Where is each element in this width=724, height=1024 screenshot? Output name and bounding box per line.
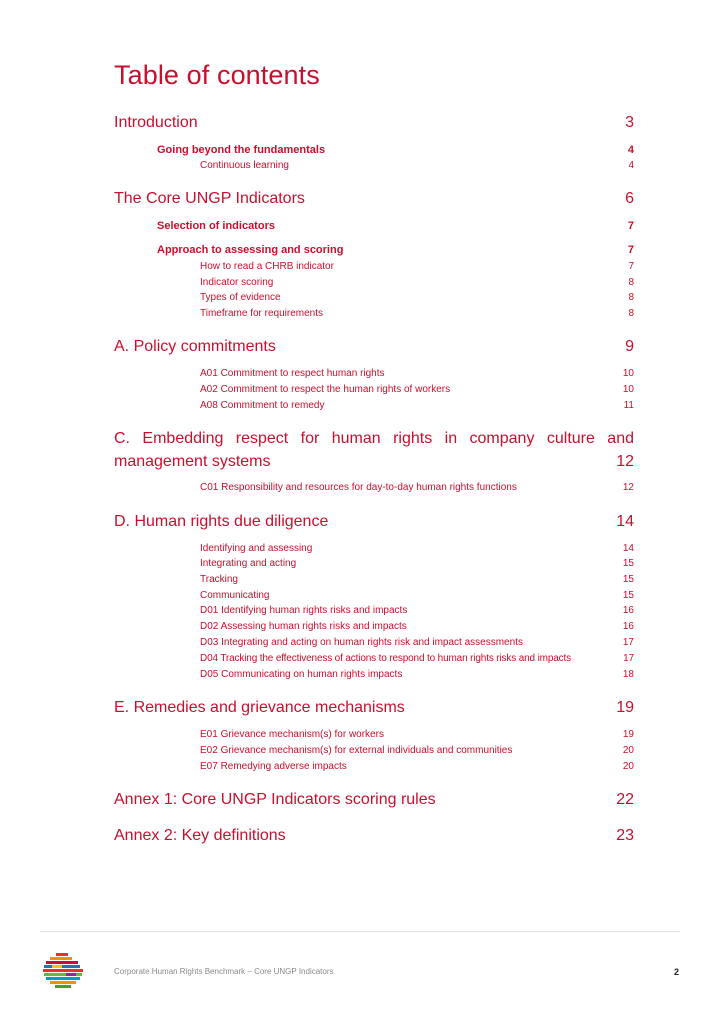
page-title: Table of contents <box>114 60 320 90</box>
toc-entry-label: A01 Commitment to respect human rights <box>200 368 385 379</box>
toc-entry-page: 15 <box>622 574 634 585</box>
toc-entry-page: 22 <box>616 791 634 808</box>
toc-entry-page: 7 <box>627 244 634 256</box>
toc-entry-label: Annex 1: Core UNGP Indicators scoring rules <box>114 791 436 808</box>
toc-entry-selection[interactable] <box>157 220 634 232</box>
toc-entry-types-evidence[interactable] <box>200 292 634 303</box>
toc-entry-label: E07 Remedying adverse impacts <box>200 761 347 772</box>
toc-entry-page: 14 <box>622 543 634 554</box>
toc-entry-introduction[interactable] <box>114 114 634 132</box>
toc-entry-tracking[interactable] <box>200 574 634 585</box>
toc-entry-page: 17 <box>623 653 634 664</box>
toc-entry-c01[interactable] <box>200 482 634 493</box>
toc-entry-label: A08 Commitment to remedy <box>200 400 325 411</box>
toc-entry-core-ungp[interactable] <box>114 190 634 208</box>
toc-entry-page: 8 <box>628 292 634 303</box>
toc-entry-page: 9 <box>625 338 634 355</box>
toc-entry-section-a[interactable] <box>114 338 634 356</box>
toc-entry-e02[interactable] <box>200 745 634 756</box>
toc-entry-label: Continuous learning <box>200 160 289 171</box>
toc-entry-page: 7 <box>627 220 634 232</box>
toc-entry-page: 19 <box>616 699 634 716</box>
toc-entry-timeframe[interactable] <box>200 308 634 319</box>
toc-entry-label: A. Policy commitments <box>114 338 276 355</box>
toc-entry-label: D05 Communicating on human rights impacts <box>200 669 403 680</box>
toc-entry-label: Introduction <box>114 114 198 131</box>
toc-entry-approach[interactable] <box>157 244 634 256</box>
toc-entry-integrating[interactable] <box>200 558 634 569</box>
chrb-logo-icon <box>42 952 84 992</box>
toc-entry-d04[interactable] <box>200 653 634 664</box>
toc-entry-d01[interactable] <box>200 605 634 616</box>
footer-title: Corporate Human Rights Benchmark – Core UNGP Indicators <box>114 967 334 976</box>
toc-entry-annex2[interactable] <box>114 827 634 845</box>
toc-entry-label: Going beyond the fundamentals <box>157 144 326 156</box>
toc-entry-label: D04 Tracking the effectiveness of actions to respond to human rights risks and impacts <box>200 653 572 664</box>
toc-entry-page: 3 <box>625 114 634 131</box>
toc-entry-a02[interactable] <box>200 384 634 395</box>
toc-entry-label: The Core UNGP Indicators <box>114 190 305 207</box>
toc-entry-label: Tracking <box>200 574 238 585</box>
toc-entry-page: 7 <box>628 261 634 272</box>
toc-entry-label: Indicator scoring <box>200 277 274 288</box>
toc-entry-page: 15 <box>622 558 634 569</box>
toc-entry-page: 11 <box>623 400 634 411</box>
page-number: 2 <box>674 967 680 977</box>
toc-entry-section-c[interactable] <box>114 453 634 471</box>
toc-entry-page: 20 <box>622 745 634 756</box>
toc-entry-a01[interactable] <box>200 368 634 379</box>
footer-divider <box>40 931 680 932</box>
toc-entry-label: D02 Assessing human rights risks and impacts <box>200 621 407 632</box>
toc-entry-page: 23 <box>616 827 634 844</box>
toc-entry-how-to-read[interactable] <box>200 261 634 272</box>
toc-entry-label: D. Human rights due diligence <box>114 513 329 530</box>
toc-entry-page: 15 <box>622 590 634 601</box>
toc-entry-d03[interactable] <box>200 637 634 648</box>
toc-entry-label: D01 Identifying human rights risks and impacts <box>200 605 408 616</box>
toc-entry-identifying[interactable] <box>200 543 634 554</box>
toc-entry-e01[interactable] <box>200 729 634 740</box>
toc-entry-label: E02 Grievance mechanism(s) for external individuals and communities <box>200 745 513 756</box>
toc-entry-label: E01 Grievance mechanism(s) for workers <box>200 729 384 740</box>
toc-entry-section-e[interactable] <box>114 699 634 717</box>
toc-entry-d05[interactable] <box>200 669 634 680</box>
toc-entry-label: Identifying and assessing <box>200 543 313 554</box>
toc-entry-a08[interactable] <box>200 400 634 411</box>
toc-entry-page: 20 <box>622 761 634 772</box>
toc-entry-label: D03 Integrating and acting on human rights risk and impact assessments <box>200 637 523 648</box>
toc-entry-page: 12 <box>622 482 634 493</box>
toc-entry-annex1[interactable] <box>114 791 634 809</box>
toc-entry-page: 8 <box>628 277 634 288</box>
toc-entry-page: 17 <box>622 637 634 648</box>
toc-entry-label: Types of evidence <box>200 292 281 303</box>
toc-entry-page: 4 <box>627 144 634 156</box>
toc-entry-label: Timeframe for requirements <box>200 308 323 319</box>
toc-entry-communicating[interactable] <box>200 590 634 601</box>
toc-entry-section-d[interactable] <box>114 513 634 531</box>
toc-entry-page: 16 <box>622 621 634 632</box>
toc-entry-e07[interactable] <box>200 761 634 772</box>
toc-entry-label: Annex 2: Key definitions <box>114 827 286 844</box>
toc-entry-label: E. Remedies and grievance mechanisms <box>114 699 405 716</box>
toc-entry-page: 14 <box>616 513 634 530</box>
toc-entry-label: Approach to assessing and scoring <box>157 244 344 256</box>
toc-entry-page: 12 <box>616 453 634 470</box>
toc-entry-page: 18 <box>622 669 634 680</box>
toc-entry-label: C01 Responsibility and resources for day-to-day human rights functions <box>200 482 517 493</box>
toc-entry-label: Integrating and acting <box>200 558 297 569</box>
toc-entry-page: 10 <box>622 368 634 379</box>
toc-entry-label: Communicating <box>200 590 270 601</box>
toc-entry-label: Selection of indicators <box>157 220 275 232</box>
toc-entry-page: 8 <box>628 308 634 319</box>
toc-entry-page: 6 <box>625 190 634 207</box>
toc-entry-section-c-line1[interactable]: C. Embedding respect for human rights in company culture and <box>114 430 634 447</box>
toc-entry-label: management systems <box>114 453 271 470</box>
toc-entry-page: 10 <box>622 384 634 395</box>
toc-entry-indicator-scoring[interactable] <box>200 277 634 288</box>
toc-entry-d02[interactable] <box>200 621 634 632</box>
toc-entry-label: How to read a CHRB indicator <box>200 261 334 272</box>
toc-entry-label: A02 Commitment to respect the human rights of workers <box>200 384 451 395</box>
toc-entry-going-beyond[interactable] <box>157 144 634 156</box>
toc-entry-page: 19 <box>622 729 634 740</box>
toc-entry-continuous-learning[interactable] <box>200 160 634 171</box>
toc-entry-page: 16 <box>622 605 634 616</box>
toc-entry-page: 4 <box>628 160 634 171</box>
